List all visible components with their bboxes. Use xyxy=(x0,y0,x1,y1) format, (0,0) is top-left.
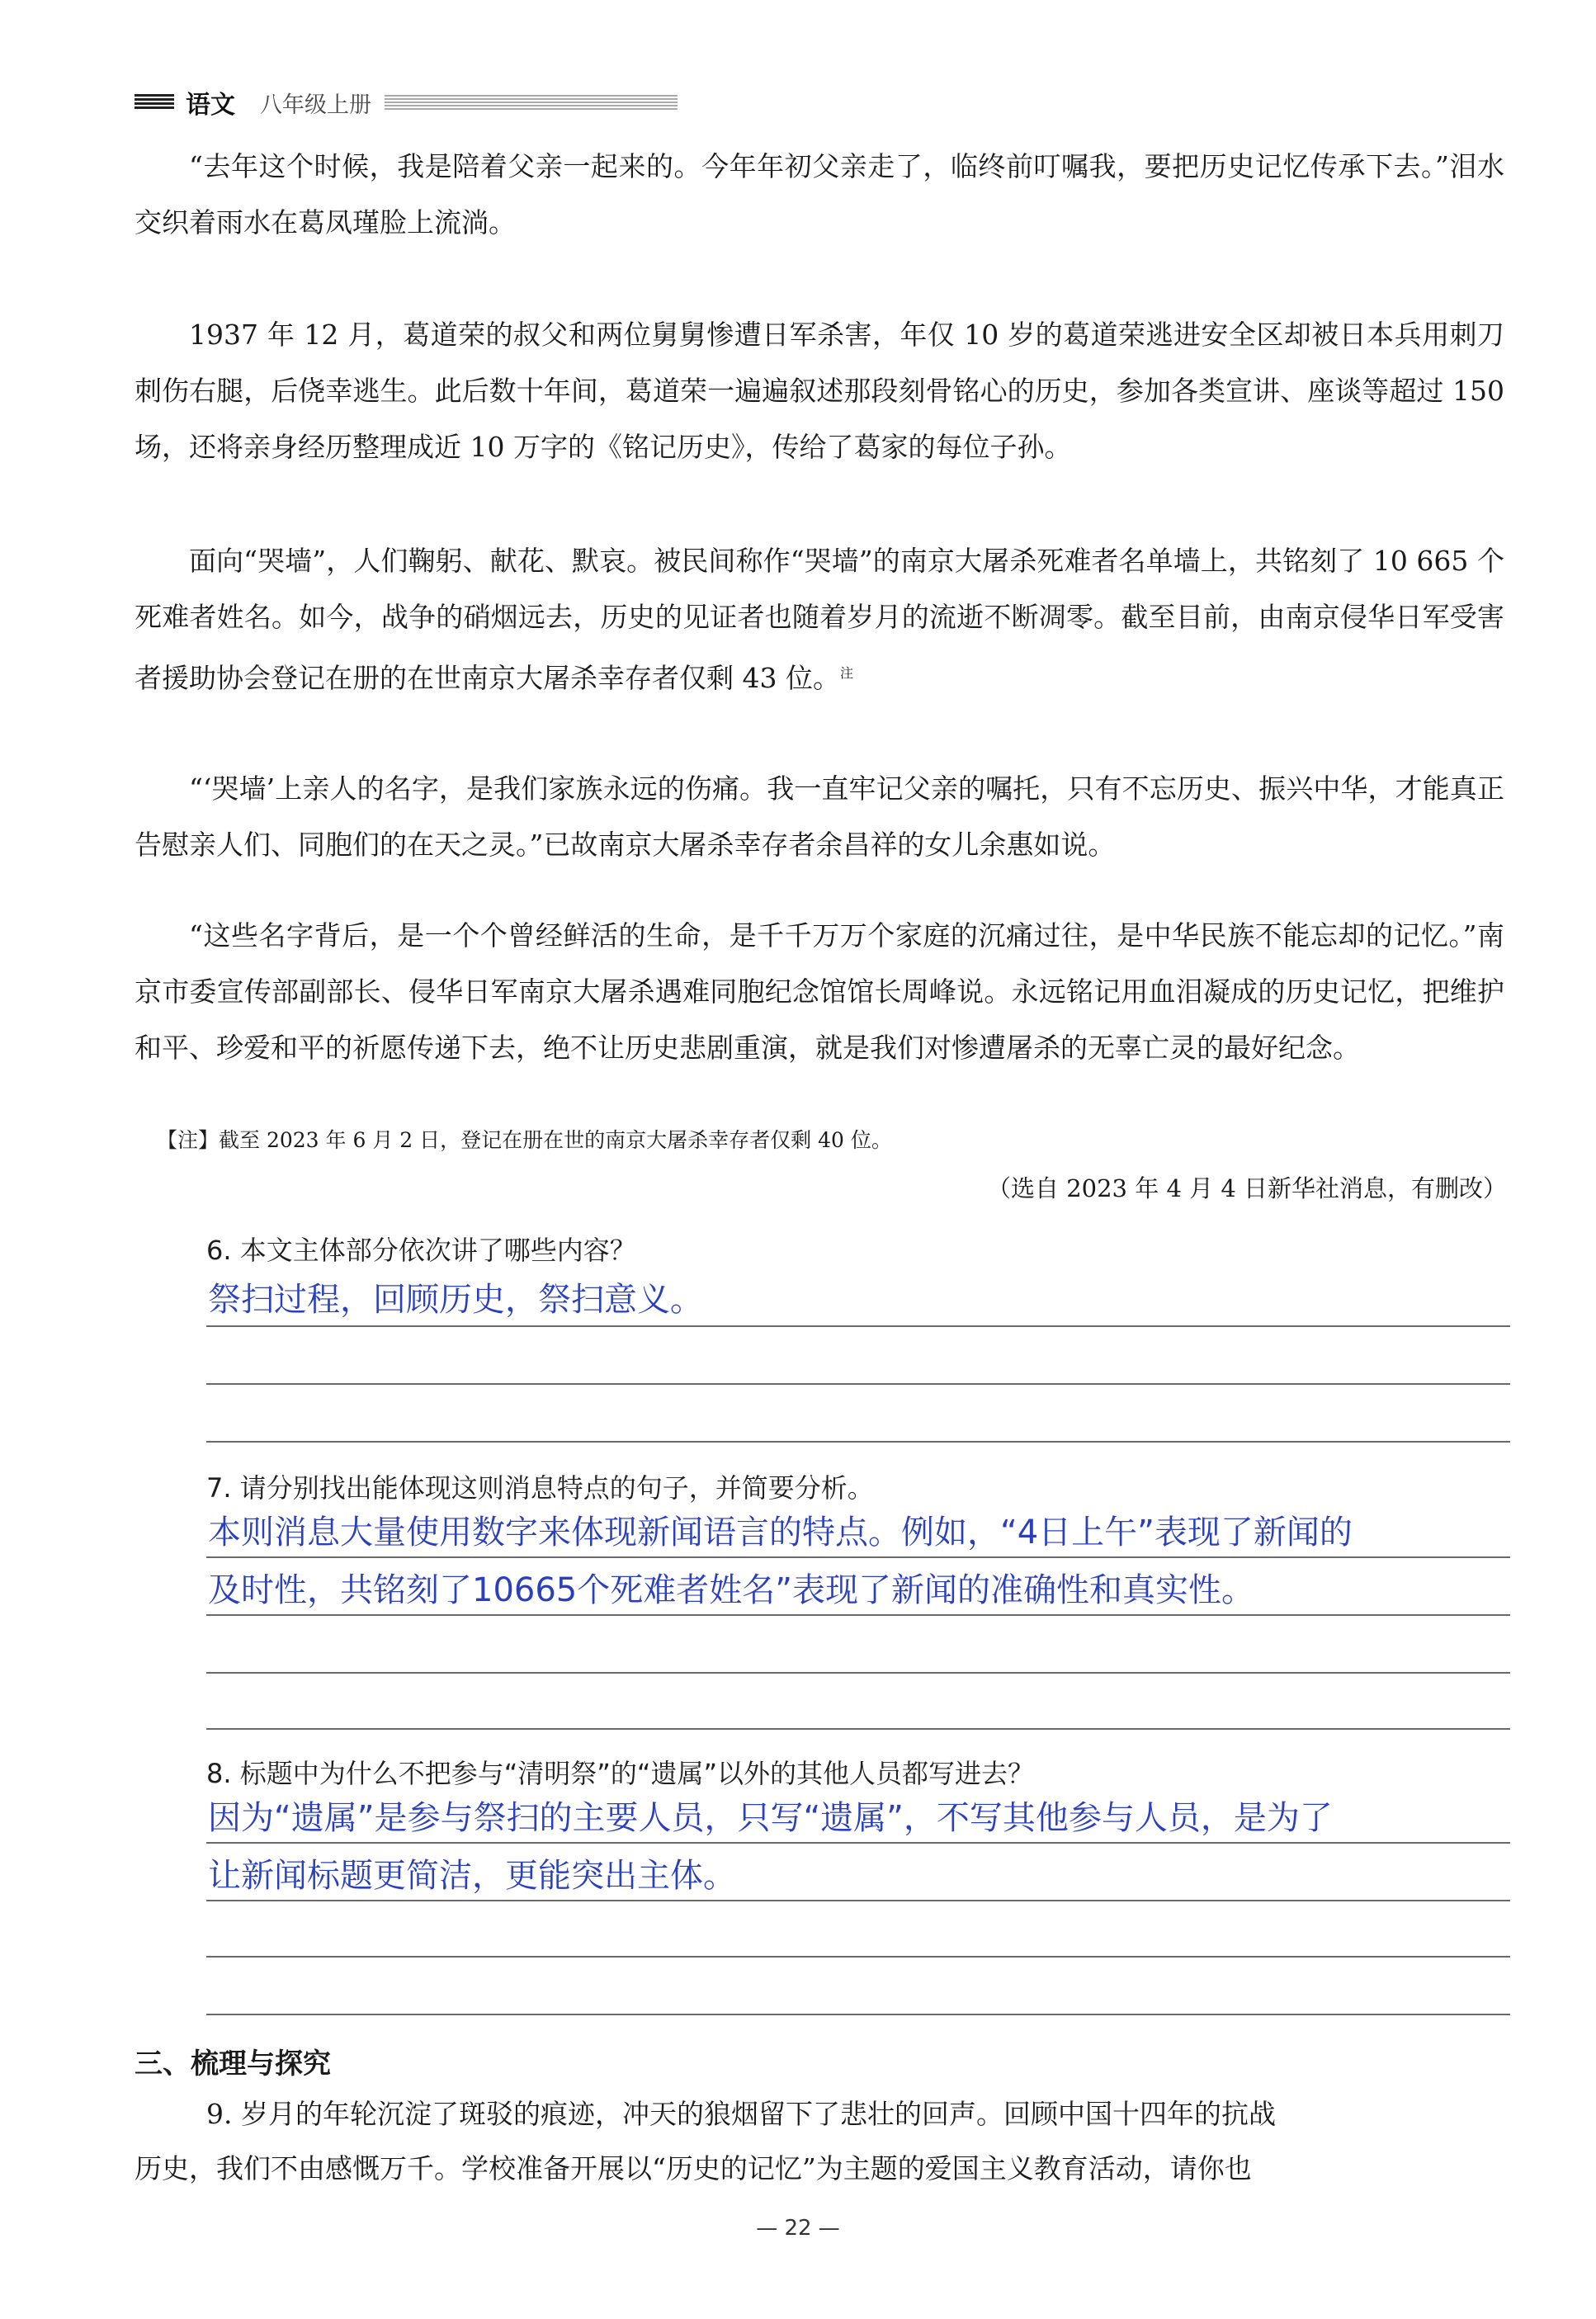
section-3-title: 三、梳理与探究 xyxy=(135,2047,331,2080)
answer-line xyxy=(206,1441,1510,1443)
article-paragraph-3 xyxy=(135,533,1504,706)
question-8-answer-1[interactable]: 因为“遗属”是参与祭扫的主要人员，只写“遗属”，不写其他参与人员，是为了 xyxy=(208,1799,1333,1837)
answer-line xyxy=(206,1728,1510,1730)
question-8-prompt: 8. 标题中为什么不把参与“清明祭”的“遗属”以外的其他人员都写进去？ xyxy=(206,1758,1035,1789)
question-9-line-1: 9. 岁月的年轮沉淀了斑驳的痕迹，冲天的狼烟留下了悲壮的回声。回顾中国十四年的抗战 xyxy=(206,2098,1276,2130)
article-paragraph-2: 1937 年 12 月，葛道荣的叔父和两位舅舅惨遭日军杀害，年仅 10 岁的葛道荣逃进安全区却被日本兵用刺刀刺伤右腿，后侥幸逃生。此后数十年间，葛道荣一遍遍叙述那段刻骨铭心的历史，参加各类宣讲、座谈等超过 150 场，还将亲身经历整理成近 10 万字的《铭记历史》，传给了葛家的每位子孙。 xyxy=(135,319,1504,463)
header-bars-decoration xyxy=(135,94,174,111)
header-rule-decoration xyxy=(385,95,678,110)
source-citation: （选自 2023 年 4 月 4 日新华社消息，有删改） xyxy=(986,1174,1507,1202)
question-6-answer-1[interactable]: 祭扫过程，回顾历史，祭扫意义。 xyxy=(208,1281,703,1319)
question-8-answer-2[interactable]: 让新闻标题更简洁，更能突出主体。 xyxy=(208,1857,736,1895)
article-paragraph-5: “这些名字背后，是一个个曾经鲜活的生命，是千千万万个家庭的沉痛过往，是中华民族不能忘却的记忆。”南京市委宣传部副部长、侵华日军南京大屠杀遇难同胞纪念馆馆长周峰说。永远铭记用血泪凝成的历史记忆，把维护和平、珍爱和平的祈愿传递下去，绝不让历史悲剧重演，就是我们对惨遭屠杀的无辜亡灵的最好纪念。 xyxy=(135,919,1504,1064)
header-subject: 语文 xyxy=(186,91,235,120)
page-number: — 22 — xyxy=(756,2216,840,2241)
answer-line xyxy=(206,1900,1510,1901)
question-7-answer-1[interactable]: 本则消息大量使用数字来体现新闻语言的特点。例如，“4日上午”表现了新闻的 xyxy=(208,1514,1353,1552)
question-7-answer-2[interactable]: 及时性，共铭刻了10665个死难者姓名”表现了新闻的准确性和真实性。 xyxy=(208,1571,1254,1609)
header-grade: 八年级上册 xyxy=(260,92,371,118)
answer-line xyxy=(206,1956,1510,1958)
answer-line xyxy=(206,2014,1510,2015)
answer-line xyxy=(206,1383,1510,1385)
article-paragraph-3-text: 面向“哭墙”，人们鞠躬、献花、默哀。被民间称作“哭墙”的南京大屠杀死难者名单墙上，共铭刻了 10 665 个死难者姓名。如今，战争的硝烟远去，历史的见证者也随着岁月的流逝不断凋零。截至目前，由南京侵华日军受害者援助协会登记在册的在世南京大屠杀幸存者仅剩 43 位。 xyxy=(135,545,1504,694)
answer-line xyxy=(206,1325,1510,1327)
article-paragraph-4: “‘哭墙’上亲人的名字，是我们家族永远的伤痛。我一直牢记父亲的嘱托，只有不忘历史、振兴中华，才能真正告慰亲人们、同胞们的在天之灵。”已故南京大屠杀幸存者余昌祥的女儿余惠如说。 xyxy=(135,772,1504,861)
footnote: 【注】截至 2023 年 6 月 2 日，登记在册在世的南京大屠杀幸存者仅剩 40 位。 xyxy=(157,1128,892,1152)
note-marker: 注 xyxy=(839,665,853,681)
question-6-prompt: 6. 本文主体部分依次讲了哪些内容？ xyxy=(206,1235,636,1266)
answer-line xyxy=(206,1672,1510,1674)
answer-line xyxy=(206,1556,1510,1558)
page-header xyxy=(135,79,678,125)
question-9-line-2: 历史，我们不由感慨万千。学校准备开展以“历史的记忆”为主题的爱国主义教育活动，请你也 xyxy=(135,2152,1252,2184)
answer-line xyxy=(206,1842,1510,1844)
answer-line xyxy=(206,1614,1510,1616)
question-7-prompt: 7. 请分别找出能体现这则消息特点的句子，并简要分析。 xyxy=(206,1472,874,1504)
article-paragraph-1: “去年这个时候，我是陪着父亲一起来的。今年年初父亲走了，临终前叮嘱我，要把历史记忆传承下去。”泪水交织着雨水在葛凤瑾脸上流淌。 xyxy=(135,150,1504,239)
